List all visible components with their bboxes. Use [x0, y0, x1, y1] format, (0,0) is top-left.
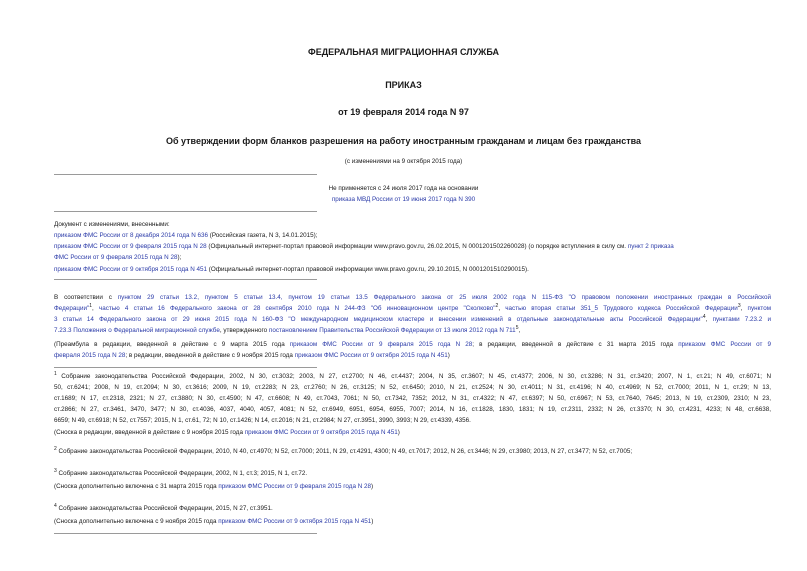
law-link[interactable]: Федерации"	[54, 305, 90, 312]
footnote-text: 50, ст.6241; 2008, N 19, ст.2094; N 30, ст.3616; 2009, N 19, ст.2283; N 23, ст.2760; N 26, ст.3125; N 52, ст.6450; 2010, N 21, ст.2524; N 30, ст.4011; N 31, ст.4196; N 40, ст.4969; N 52, ст.7000; 2011, N 1, ст.29; N 13,	[54, 384, 771, 391]
law-link[interactable]: 7.23.3 Положения о Федеральной миграционной службе	[54, 327, 220, 334]
note-text: (Преамбула в редакции, введенной в действие с 9 марта 2015 года	[54, 341, 290, 348]
amendment-link[interactable]: февраля 2015 года N 28	[54, 352, 126, 359]
amendment-link[interactable]: приказом ФМС России от 9 февраля 2015 года N 28	[54, 243, 207, 250]
footnote-ref[interactable]: 2	[495, 302, 499, 309]
footnote-divider	[54, 367, 317, 368]
law-link[interactable]: частью 4 статьи 16 Федерального закона от 28 сентября 2010 года N 244-ФЗ "Об инновационном центре "Сколково"	[98, 305, 496, 312]
amendment-text: (Официальный интернет-портал правовой информации www.pravo.gov.ru, 29.10.2015, N 0001201510290015).	[207, 266, 529, 273]
footnote-text: Собрание законодательства Российской Федерации, 2002, N 30, ст.3032; 2003, N 27, ст.2700; N 46, ст.4437; 2004, N 35, ст.3607; N 45, ст.4377; 2006, N 30, ст.3286; N 31, ст.3420; 2007, N 1, ст.21; N 49, ст.6071; N	[61, 373, 772, 380]
amendment-link[interactable]: приказом ФМС России от 9	[678, 341, 771, 348]
footnote-3-note	[54, 481, 373, 492]
footnote-3	[54, 468, 307, 479]
note-text: )	[371, 483, 374, 490]
amendment-text: (Официальный интернет-портал правовой информации www.pravo.gov.ru, 26.02.2015, N 0001201502260028) (о порядке вступления в силу см.	[206, 243, 628, 250]
footnote-1-line	[54, 404, 771, 415]
footnote-1	[54, 371, 771, 382]
law-link[interactable]: пунктом 29 статьи 13.2, пунктом 5 статьи 13.4, пунктом 19 статьи 13.5 Федерального закона от 25 июля 2002 года N 115-ФЗ "О правовом положении иностранных граждан в Российской	[117, 294, 771, 301]
amendment-link[interactable]: пункт 2 приказа	[627, 243, 674, 250]
note-text: (Сноска дополнительно включена с 31 марта 2015 года	[54, 483, 219, 490]
divider	[54, 533, 317, 534]
amendment-link[interactable]: приказом ФМС России от 9 февраля 2015 года N 28	[218, 483, 371, 490]
law-link[interactable]: постановлением Правительства Российской Федерации от 13 июля 2012 года N 711	[268, 327, 516, 334]
amendment-item	[54, 264, 529, 275]
note-text: ; в редакции, введенной в действие с 9 ноября 2015 года	[125, 352, 295, 359]
footnote-1-note	[54, 427, 400, 438]
footnote-text: Собрание законодательства Российской Федерации, 2010, N 40, ст.4970; N 52, ст.7000; 2011, N 29, ст.4291, 4300; N 49, ст.7017; 2012, N 26, ст.3446; N 29, ст.3980; 2013, N 27, ст.3477; N 52, ст.7005;	[58, 448, 633, 455]
law-link[interactable]: частью вторая статьи 351_5 Трудового кодекса Российской Федерации	[505, 305, 738, 312]
preamble-text: ,	[498, 305, 506, 312]
footnote-4-note	[54, 516, 373, 527]
amendment-link[interactable]: ФМС России от 9 февраля 2015 года N 28	[54, 254, 178, 261]
footnote-1-line	[54, 393, 771, 404]
agency-name: ФЕДЕРАЛЬНАЯ МИГРАЦИОННАЯ СЛУЖБА	[308, 47, 499, 57]
footnote-text: Собрание законодательства Российской Федерации, 2002, N 1, ст.3; 2015, N 1, ст.72.	[58, 470, 308, 477]
law-link[interactable]: 3 статьи 14 Федерального закона от 29 июня 2015 года N 160-ФЗ "О международном медицинском кластере и внесении изменений в отдельные законодательные акты Российской Федерации"	[54, 316, 703, 323]
preamble-text: ,	[705, 316, 713, 323]
footnote-text: Собрание законодательства Российской Федерации, 2015, N 27, ст.3951.	[58, 505, 273, 512]
footnote-text: ст.2866; N 27, ст.3461, 3470, 3477; N 30, ст.4036, 4037, 4040, 4057, 4081; N 52, ст.6949, 6951, 6954, 6955, 7007; 2014, N 16, ст.1828, 1830, 1831; N 19, ст.2311, 2332; N 26, ст.3370; N 30, ст.4231, 4233; N 48, ст.6638,	[54, 406, 771, 413]
divider	[54, 174, 317, 175]
law-link[interactable]: пунктами 7.23.2 и	[712, 316, 772, 323]
footnote-text: 6659; N 49, ст.6918; N 52, ст.7557; 2015, N 1, ст.61, 72; N 10, ст.1426; N 14, ст.2016; N 21, ст.2984; N 27, ст.3951, 3990, 3993; N 29, ст.4339, 4356.	[54, 417, 471, 424]
note-text: )	[447, 352, 450, 359]
footnote-text: ст.1689; N 17, ст.2318, 2321; N 27, ст.3880; N 30, ст.4590; N 47, ст.6608; N 49, ст.7043, 7061; N 50, ст.7342, 7352; 2012, N 31, ст.4322; N 47, ст.6397; N 50, ст.6967; N 53, ст.7640, 7645; 2013, N 19, ст.2309, 2310; N 23,	[54, 395, 771, 402]
document-type: ПРИКАЗ	[385, 80, 422, 90]
note-text: ; в редакции, введенной в действие с 31 марта 2015 года	[472, 341, 679, 348]
footnote-1-line	[54, 382, 771, 393]
amendment-link[interactable]: приказом ФМС России от 9 октября 2015 года N 451	[218, 518, 372, 525]
footnote-marker: 4	[54, 502, 57, 509]
footnote-ref[interactable]: 5	[515, 324, 519, 331]
footnote-1-line	[54, 415, 471, 426]
footnote-marker: 2	[54, 445, 57, 452]
preamble-edit-note	[54, 339, 771, 350]
amendment-link[interactable]: приказом ФМС России от 9 февраля 2015 года N 28	[289, 341, 473, 348]
preamble-text: ,	[518, 327, 521, 334]
preamble-text: , утвержденного	[219, 327, 269, 334]
notice-link[interactable]: приказа МВД России от 19 июня 2017 года N 390	[331, 196, 476, 203]
amendment-item-cont	[54, 252, 181, 263]
amendment-text: );	[177, 254, 182, 261]
footnote-2	[54, 446, 632, 457]
amendment-item	[54, 230, 318, 241]
footnote-marker: 3	[54, 467, 57, 474]
footnote-4	[54, 503, 273, 514]
divider	[54, 279, 317, 280]
amendments-intro: Документ с изменениями, внесенными:	[54, 221, 170, 228]
notice-text: Не применяется с 24 июля 2017 года на основании	[328, 185, 479, 192]
amendment-item	[54, 241, 674, 252]
amendment-link[interactable]: приказом ФМС России от 9 октября 2015 года N 451	[294, 352, 448, 359]
footnote-ref[interactable]: 4	[702, 313, 706, 320]
preamble-text: В соответствии с	[54, 294, 118, 301]
preamble-text: ,	[740, 305, 748, 312]
document-date: от 19 февраля 2014 года N 97	[338, 107, 469, 117]
law-link[interactable]: пунктом	[747, 305, 772, 312]
preamble-line	[54, 292, 771, 303]
document-title: Об утверждении форм бланков разрешения на работу иностранным гражданам и лицам без гражданства	[165, 136, 642, 146]
preamble-line	[54, 325, 520, 336]
divider	[54, 211, 317, 212]
note-text: )	[397, 429, 400, 436]
preamble-line	[54, 314, 771, 325]
amended-note: (с изменениями на 9 октября 2015 года)	[344, 158, 463, 165]
preamble-text: ,	[92, 305, 99, 312]
footnote-marker: 1	[54, 370, 57, 377]
amendment-link[interactable]: приказом ФМС России от 8 декабря 2014 года N 636	[54, 232, 209, 239]
footnote-ref[interactable]: 3	[737, 302, 741, 309]
preamble-edit-note-cont	[54, 350, 450, 361]
note-text: )	[371, 518, 374, 525]
preamble-line	[54, 303, 771, 314]
note-text: (Сноска дополнительно включена с 9 ноября 2015 года	[54, 518, 219, 525]
footnote-ref[interactable]: 1	[89, 302, 92, 309]
amendment-link[interactable]: приказом ФМС России от 9 октября 2015 года N 451	[244, 429, 398, 436]
amendment-text: (Российская газета, N 3, 14.01.2015);	[208, 232, 318, 239]
note-text: (Сноска в редакции, введенной в действие с 9 ноября 2015 года	[54, 429, 245, 436]
amendment-link[interactable]: приказом ФМС России от 9 октября 2015 года N 451	[54, 266, 208, 273]
